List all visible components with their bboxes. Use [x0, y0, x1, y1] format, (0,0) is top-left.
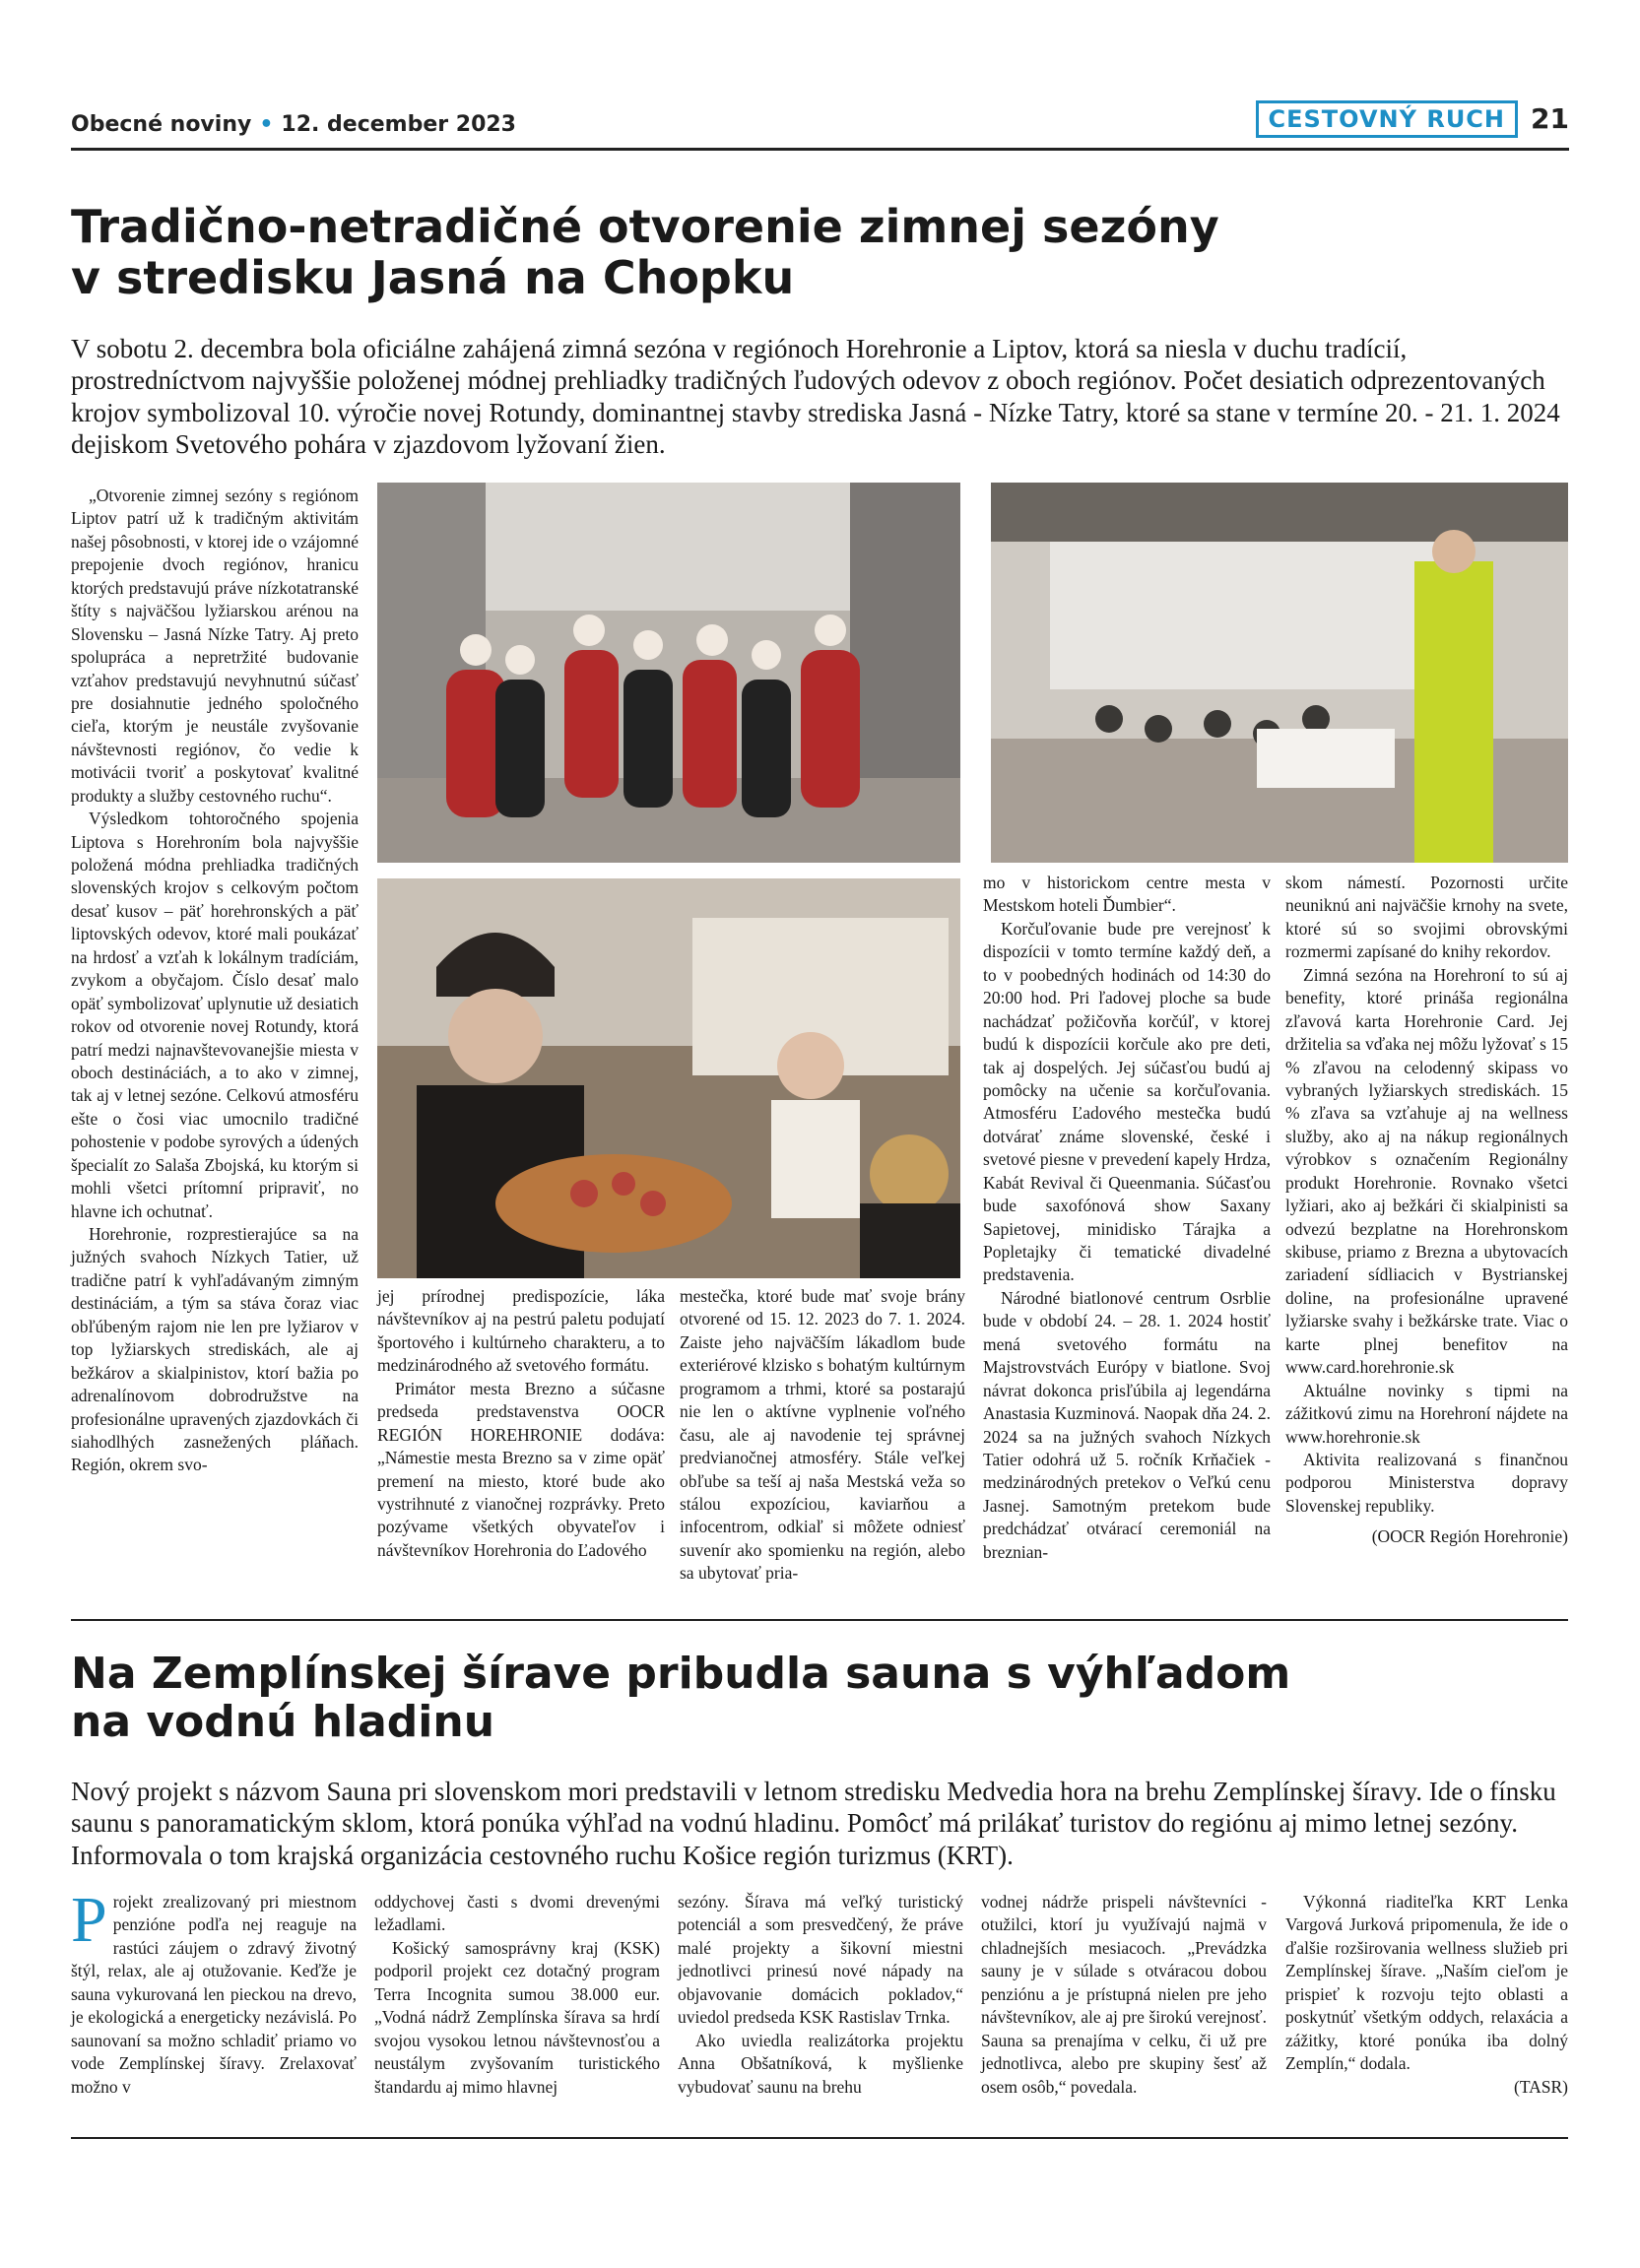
page-header	[71, 102, 1569, 148]
article2-col4-paragraph: vodnej nádrže prispeli návštevníci - otužilci, ktorí ju využívajú najmä v chladnejších mesiacoch. „Prevádzka sauny je v súlade s otváracou dobou penziónu a je prístupná nielen pre jeho návštevníkov, ale aj pre širokú verejnosť. Sauna sa prenajíma v celku, či už pre jednotlivca, alebo pre skupiny šesť až osem osôb,“ povedala.	[981, 1892, 1267, 2097]
article2-title-line1: Na Zemplínskej šírave pribudla sauna s výhľadom	[71, 1649, 1291, 1699]
article2-dropcap: P	[71, 1884, 107, 1956]
article2-lead: Nový projekt s názvom Sauna pri slovenskom mori predstavili v letnom stredisku Medvedia hora na brehu Zemplínskej šíravy. Ide o fínsku saunu s panoramatickým sklom, ktorá ponúka výhľad na vodnú hladinu. Pomôcť má prilákať turistov do regiónu aj mimo letnej sezóny. Informovala o tom krajská organizácia cestovného ruchu Košice región turizmus (KRT).	[71, 1777, 1556, 1870]
article2-column-2	[374, 1891, 660, 2099]
article1-col3-paragraph: mestečka, ktoré bude mať svoje brány otvorené od 15. 12. 2023 do 7. 1. 2024. Zaiste jeho najväčším lákadlom bude exteriérové klzisko s bohatým kultúrnym programom a trhmi, ktoré sa postarajú nie len o aktívne vyplnenie voľného času, ale aj navodenie tej správnej predvianočnej atmosféry. Stále veľkej obľube sa teší aj naša Mestská veža so stálou expozíciou, kaviarňou a infocentrom, odkiaľ si môžete odniesť suvenír ako spomienku na región, alebo sa ubytovať pria-	[680, 1286, 965, 1584]
article1-col2-paragraph: jej prírodnej predispozície, láka návštevníkov aj na pestrú paletu podujatí športového i kultúrneho charakteru, a to medzinárodného až svetového formátu.	[377, 1286, 665, 1376]
article2-col2-paragraph: oddychovej časti s dvomi drevenými ležadlami.	[374, 1892, 660, 1935]
photo-press-conference	[991, 483, 1568, 863]
article2-col5-paragraph: Výkonná riaditeľka KRT Lenka Vargová Jurková pripomenula, že ide o ďalšie rozširovania wellness služieb pri Zemplínskej šírave. „Naším cieľom je prispieť k rozvoju tejto oblasti a poskytnúť všetkým oddych, relaxácia a zážitky, ktoré ponúka iba dolný Zemplín,“ dodala.	[1285, 1892, 1568, 2074]
article1-lead: V sobotu 2. decembra bola oficiálne zahájená zimná sezóna v regiónoch Horehronie a Liptov, ktorá sa niesla v duchu tradícií, prostredníctvom najvyššie položenej módnej prehliadky tradičných ľudových odevov z oboch regiónov. Počet desiatich odprezentovaných krojov symbolizoval 10. výročie novej Rotundy, dominantnej stavby strediska Jasná - Nízke Tatry, ktoré sa stane v termíne 20. - 21. 1. 2024 dejiskom Svetového pohára v zjazdovom lyžovaní žien.	[71, 334, 1560, 460]
article-divider	[71, 1619, 1568, 1621]
article1-column-4	[983, 872, 1271, 1564]
article1-credit: (OOCR Región Horehronie)	[1371, 1526, 1568, 1547]
article1-column-3	[680, 1285, 965, 1586]
article1-col1-paragraph: Horehronie, rozprestierajúce sa na južných svahoch Nízkych Tatier, už tradične patrí k vyhľadávaným zimným destináciám, a tým sa stáva čoraz viac obľúbeným rajom nie len pre lyžiarov v top lyžiarskych strediskách, ale aj bežkárov a skialpinistov, ktorí bažia po adrenalínovom dobrodružstve na profesionálne upravených zjazdovkách či siahodlhých zasnežených pláňach. Región, okrem svo-	[71, 1224, 359, 1475]
article1-col5-paragraph: Aktivita realizovaná s finančnou podporou Ministerstva dopravy Slovenskej republiky.	[1285, 1449, 1568, 1516]
issue-date: 12. december 2023	[281, 112, 516, 137]
article2-title-line2: na vodnú hladinu	[71, 1697, 495, 1748]
page-bottom-rule	[71, 2137, 1568, 2139]
article1-headline	[71, 202, 1568, 303]
article1-col5-paragraph: skom námestí. Pozornosti určite neuniknú ani najväčšie krnohy na svete, ktoré sú so svojimi obrovskými rozmermi zapísané do knihy rekordov.	[1285, 873, 1568, 962]
photo-folk-costume-dancers	[377, 483, 960, 863]
article1-col4-paragraph: Korčuľovanie bude pre verejnosť k dispozícii v tomto termíne každý deň, a to v poobedných hodinách od 14:30 do 20:00 hod. Pri ľadovej ploche sa bude nachádzať požičovňa korčúľ, v ktorej budú k dispozícii korčule ako pre deti, tak aj dospelých. Jej súčasťou budú aj pomôcky na učenie sa korčuľovania. Atmosféru Ľadového mestečka budú dotvárať známe slovenské, české i svetové piesne v prevedení kapely Hrdza, Kabát Revival či Queenmania. Súčasťou bude saxofónová show Saxany Sapietovej, minidisko Tárajka a Popletajky či tematické divadelné predstavenia.	[983, 918, 1271, 1285]
article1-col1-paragraph: „Otvorenie zimnej sezóny s regiónom Liptov patrí už k tradičným aktivitám našej pôsobnosti, v ktorej ide o vzájomné prepojenie dvoch regiónov, hranicu ktorých predstavujú práve nízkotatranské štíty s najväčšou lyžiarskou arénou na Slovensku – Jasná Nízke Tatry. Aj preto spolupráca a nepretržité budovanie vzťahov predstavujú nevyhnutnú súčasť pre dosiahnutie jedného spoločného cieľa, ktorým je neustále zvyšovanie návštevnosti regiónov, čo vedie k motivácii tvoriť a poskytovať kvalitné produkty a služby cestovného ruchu“.	[71, 486, 359, 806]
article1-col5-paragraph: Aktuálne novinky s tipmi na zážitkovú zimu na Horehroní nájdete na www.horehronie.sk	[1285, 1380, 1568, 1447]
article2-headline	[71, 1650, 1568, 1747]
article2-column-4	[981, 1891, 1267, 2099]
article1-column-5	[1285, 872, 1568, 1549]
section-label: CESTOVNÝ RUCH	[1256, 100, 1518, 138]
article2-col3-paragraph: Ako uviedla realizátorka projektu Anna Obšatníková, k myšlienke vybudovať saunu na brehu	[678, 2030, 963, 2097]
article1-col1-paragraph: Výsledkom tohtoročného spojenia Liptova s Horehroním bola najvyššie položená módna prehliadka tradičných slovenských krojov s celkovým počtom desať kusov – päť horehronských a päť liptovských odevov, ktoré mali poukázať na hrdosť a vzťah k lokálnym tradíciám, zvykom a obyčajom. Číslo desať malo opäť symbolizovať uplynutie už desiatich rokov od otvorenie novej Rotundy, ktorá patrí medzi najnavštevovanejšie miesta v oboch destináciách, a to ako v zimnej, tak aj v letnej sezóne. Celkovú atmosféru ešte o čosi viac umocnilo tradičné pohostenie v podobe syrových a údených špecialít zo Salaša Zbojská, ku ktorým si mohli všetci prítomní pripraviť, no hlavne ich ochutnať.	[71, 809, 359, 1221]
article1-col4-paragraph: Národné biatlonové centrum Osrblie bude v období 24. – 28. 1. 2024 hostiť mená svetového formátu na Majstrovstvách Európy v biatlone. Svoj návrat dokonca prisľúbila aj legendárna Anastasia Kuzminová. Naopak dňa 24. 2. 2024 sa na južných svahoch Nízkych Tatier odohrá už 5. ročník Krňačiek - medzinárodných pretekov o Veľkú cenu Jasnej. Samotným pretekom bude predchádzať otvárací ceremoniál na breznian-	[983, 1287, 1271, 1562]
masthead	[71, 112, 516, 137]
article1-title-line2: v stredisku Jasná na Chopku	[71, 250, 795, 304]
article1-column-2	[377, 1285, 665, 1562]
article2-column-5	[1285, 1891, 1568, 2099]
article2-col3-paragraph: sezóny. Šírava má veľký turistický potenciál a som presvedčený, že práve malé projekty a šikovní miestni jednotlivci prinesú nové nápady na objavovanie domácich pokladov,“ uviedol predseda KSK Rastislav Trnka.	[678, 1892, 963, 2028]
article1-col5-paragraph: Zimná sezóna na Horehroní to sú aj benefity, ktoré prináša regionálna zľavová karta Horehronie Card. Jej držitelia sa vďaka nej môžu lyžovať s 15 % zľavou na celodenný skipass vo vybraných lyžiarskych strediskách. 15 % zľava sa vzťahuje aj na wellness služby, ako aj na nákup regionálnych výrobkov s označením Regionálny produkt Horehronie. Rovnako všetci lyžiari, ako aj bežkári či skialpinisti sa odvezú bezplatne na Horehronskom skibuse, priamo z Brezna a ubytovacích zariadení sídliacich v Bystrianskej doline, na profesionálne upravené lyžiarske svahy i bežkárske trate. Viac o karte plnej benefitov na www.card.horehronie.sk	[1285, 964, 1568, 1378]
article2-credit: (TASR)	[1514, 2076, 1568, 2097]
article2-col2-paragraph: Košický samosprávny kraj (KSK) podporil projekt cez dotačný program Terra Incognita sumou 38.000 eur. „Vodná nádrž Zemplínska šírava sa hrdí svojou vysokou letnou návštevnosťou a neustálym zvyšovaním turistického štandardu aj mimo hlavnej	[374, 1937, 660, 2097]
article1-column-1	[71, 485, 359, 1477]
article1-col2-paragraph: Primátor mesta Brezno a súčasne predseda predstavenstva OOCR REGIÓN HOREHRONIE dodáva: „Námestie mesta Brezno sa v zime opäť premení na miesto, ktoré bude ako vystrihnuté z vianočnej rozprávky. Preto pozývame všetkých obyvateľov i návštevníkov Horehronia do Ľadového	[377, 1378, 665, 1560]
article2-column-3	[678, 1891, 963, 2099]
publication-name: Obecné noviny	[71, 112, 252, 137]
photo-food-platter	[377, 878, 960, 1278]
article2-column-1	[71, 1884, 357, 2099]
article2-col1-paragraph: rojekt zrealizovaný pri miestnom penzióne podľa nej reaguje na rastúci záujem o zdravý životný štýl, relax, ale aj otužovanie. Keďže je sauna vykurovaná len pieckou na drevo, je ekologická a energeticky nezávislá. Po saunovaní sa možno schladiť priamo vo vode Zemplínskej šíravy. Zrelaxovať možno v	[71, 1892, 357, 2097]
article1-col4-paragraph: mo v historickom centre mesta v Mestskom hoteli Ďumbier“.	[983, 873, 1271, 916]
article1-title-line1: Tradično-netradičné otvorenie zimnej sezóny	[71, 200, 1219, 253]
separator-dot: •	[259, 112, 274, 137]
page-number: 21	[1531, 102, 1569, 135]
header-rule	[71, 148, 1569, 151]
